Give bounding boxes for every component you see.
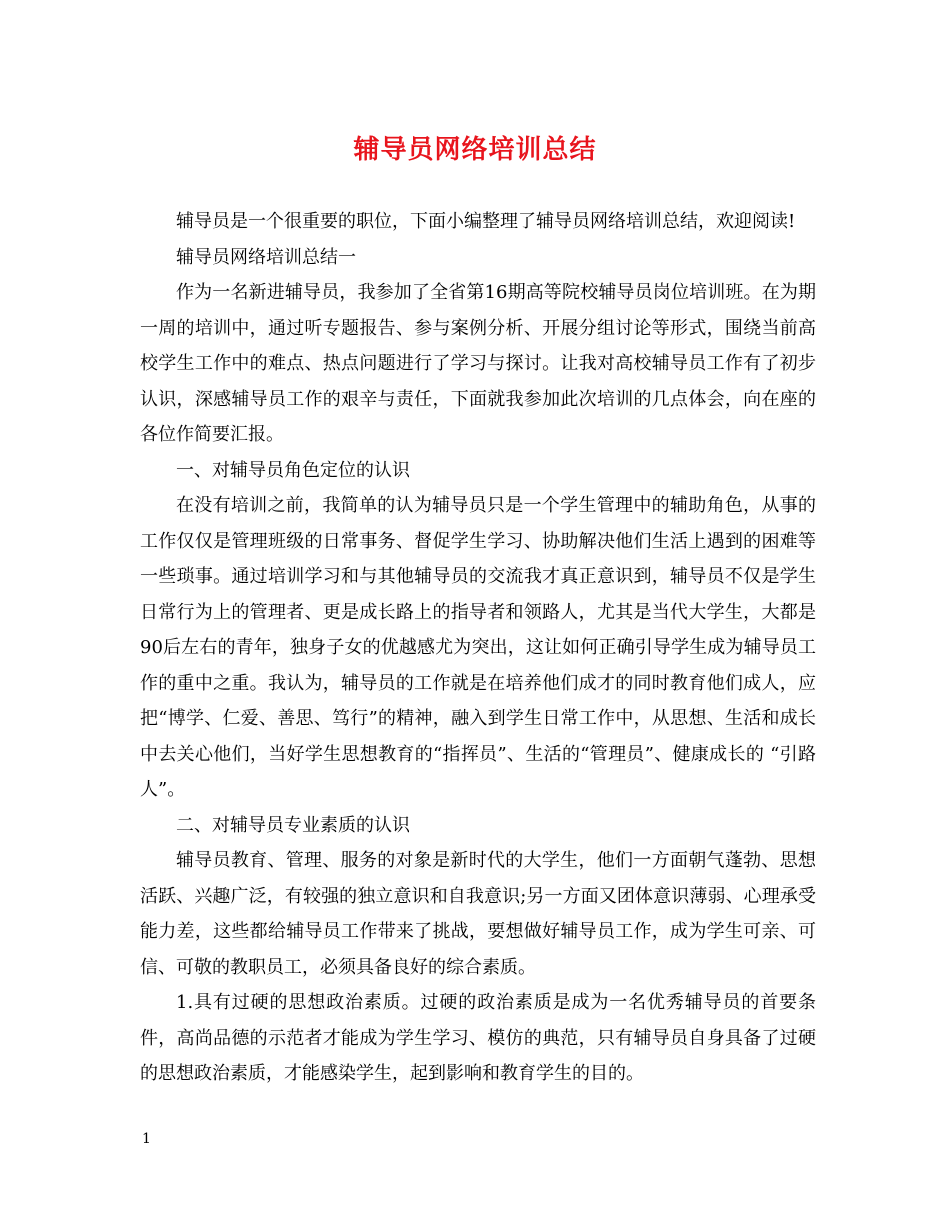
section-heading-quality: 二、对辅导员专业素质的认识: [176, 814, 410, 836]
document-title: 辅导员网络培训总结: [353, 135, 597, 165]
section-heading-summary-one: 辅导员网络培训总结一: [176, 246, 356, 268]
section-heading-role: 一、对辅导员角色定位的认识: [176, 459, 410, 481]
intro-paragraph: 辅导员是一个很重要的职位，下面小编整理了辅导员网络培训总结，欢迎阅读!: [176, 211, 796, 232]
body-paragraph: 在没有培训之前，我简单的认为辅导员只是一个学生管理中的辅助角色，从事的工作仅仅是管理班级的日常事务、督促学生学习、协助解决他们生活上遇到的困难等一些琐事。通过培训学习和与其他辅导员的交流我才真正意识到，辅导员不仅是学生日常行为上的管理者、更是成长路上的指导者和领路人，尤其是当代大学生，大都是90后左右的青年，独身子女的优越感尤为突出，这让如何正确引导学生成为辅导员工作的重中之重。我认为，辅导员的工作就是在培养他们成才的同时教育他们成人，应把“博学、仁爱、善思、笃行”的精神，融入到学生日常工作中，从思想、生活和成长中去关心他们，当好学生思想教育的“指挥员”、生活的“管理员”、健康成长的 “引路人”。: [140, 495, 816, 800]
body-paragraph: 作为一名新进辅导员，我参加了全省第16期高等院校辅导员岗位培训班。在为期一周的培训中，通过听专题报告、参与案例分析、开展分组讨论等形式，围绕当前高校学生工作中的难点、热点问题进行了学习与探讨。让我对高校辅导员工作有了初步认识，深感辅导员工作的艰辛与责任，下面就我参加此次培训的几点体会，向在座的各位作简要汇报。: [140, 282, 816, 445]
page-number: 1: [142, 1131, 151, 1147]
body-paragraph: 辅导员教育、管理、服务的对象是新时代的大学生，他们一方面朝气蓬勃、思想活跃、兴趣广泛，有较强的独立意识和自我意识;另一方面又团体意识薄弱、心理承受能力差，这些都给辅导员工作带来了挑战，要想做好辅导员工作，成为学生可亲、可信、可敬的教职员工，必须具备良好的综合素质。: [140, 850, 816, 978]
body-paragraph: 1.具有过硬的思想政治素质。过硬的政治素质是成为一名优秀辅导员的首要条件，高尚品德的示范者才能成为学生学习、模仿的典范，只有辅导员自身具备了过硬的思想政治素质，才能感染学生，起到影响和教育学生的目的。: [140, 992, 816, 1084]
document-body: [140, 204, 816, 1092]
